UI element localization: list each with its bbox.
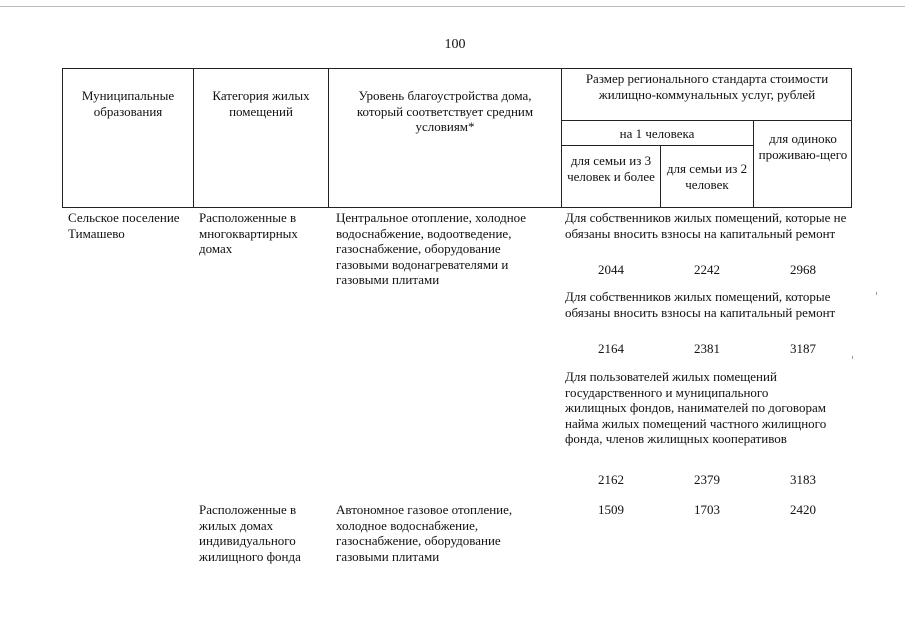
municipality-name: Сельское поселение Тимашево — [68, 210, 180, 241]
value-tenants-family2: 2379 — [694, 472, 720, 487]
value-owners-not-obliged-family2: 2242 — [694, 262, 720, 277]
header-top-border — [62, 68, 852, 69]
header-category: Категория жилых помещений — [212, 88, 310, 119]
page-number: 100 — [444, 37, 466, 52]
header-col-divider — [660, 145, 661, 208]
scan-edge-line — [0, 6, 905, 7]
header-col-divider — [193, 68, 194, 208]
header-single: для одиноко проживаю-щего — [758, 131, 848, 162]
header-col-divider — [328, 68, 329, 208]
value-owners-not-obliged-family3: 2044 — [598, 262, 624, 277]
value-individual-family3: 1509 — [598, 502, 624, 517]
header-per-person: на 1 человека — [619, 126, 695, 141]
scan-speck — [852, 356, 853, 359]
header-amenities: Уровень благоустройства дома, который соответствует средним условиям* — [356, 88, 534, 134]
group-label-owners-not-obliged: Для собственников жилых помещений, которые не обязаны вносить взносы на капитальный ремонт — [565, 210, 847, 241]
per-person-divider — [561, 145, 753, 146]
header-family-2: для семьи из 2 человек — [666, 161, 748, 192]
subheader-divider — [561, 120, 852, 121]
category-individual-houses: Расположенные в жилых домах индивидуального жилищного фонда — [199, 502, 301, 564]
amenities-apartment-buildings: Центральное отопление, холодное водоснабжение, водоотведение, газоснабжение, оборудование газовыми водонагревателями и газовыми плитами — [336, 210, 527, 287]
header-left-border — [62, 68, 63, 208]
group-label-tenants: Для пользователей жилых помещений государственного и муниципального жилищных фондов, нанимателей по договорам найма жилых помещений частного жилищного фонда, членов жилищных кооперативов — [565, 369, 827, 446]
value-owners-obliged-single: 3187 — [790, 341, 816, 356]
header-family-3: для семьи из 3 человек и более — [567, 153, 655, 184]
header-standard-size: Размер регионального стандарта стоимости жилищно-коммунальных услуг, рублей — [585, 71, 829, 102]
header-col-divider — [753, 120, 754, 208]
value-tenants-family3: 2162 — [598, 472, 624, 487]
header-right-border — [851, 68, 852, 208]
value-individual-single: 2420 — [790, 502, 816, 517]
scan-speck — [876, 292, 877, 295]
category-apartment-buildings: Расположенные в многоквартирных домах — [199, 210, 298, 256]
value-owners-not-obliged-single: 2968 — [790, 262, 816, 277]
value-tenants-single: 3183 — [790, 472, 816, 487]
amenities-individual-houses: Автономное газовое отопление, холодное водоснабжение, газоснабжение, оборудование газовыми плитами — [336, 502, 513, 564]
header-bottom-border — [62, 207, 852, 208]
value-owners-obliged-family3: 2164 — [598, 341, 624, 356]
value-owners-obliged-family2: 2381 — [694, 341, 720, 356]
value-individual-family2: 1703 — [694, 502, 720, 517]
group-label-owners-obliged: Для собственников жилых помещений, которые обязаны вносить взносы на капитальный ремонт — [565, 289, 836, 320]
header-municipality: Муниципальные образования — [81, 88, 175, 119]
